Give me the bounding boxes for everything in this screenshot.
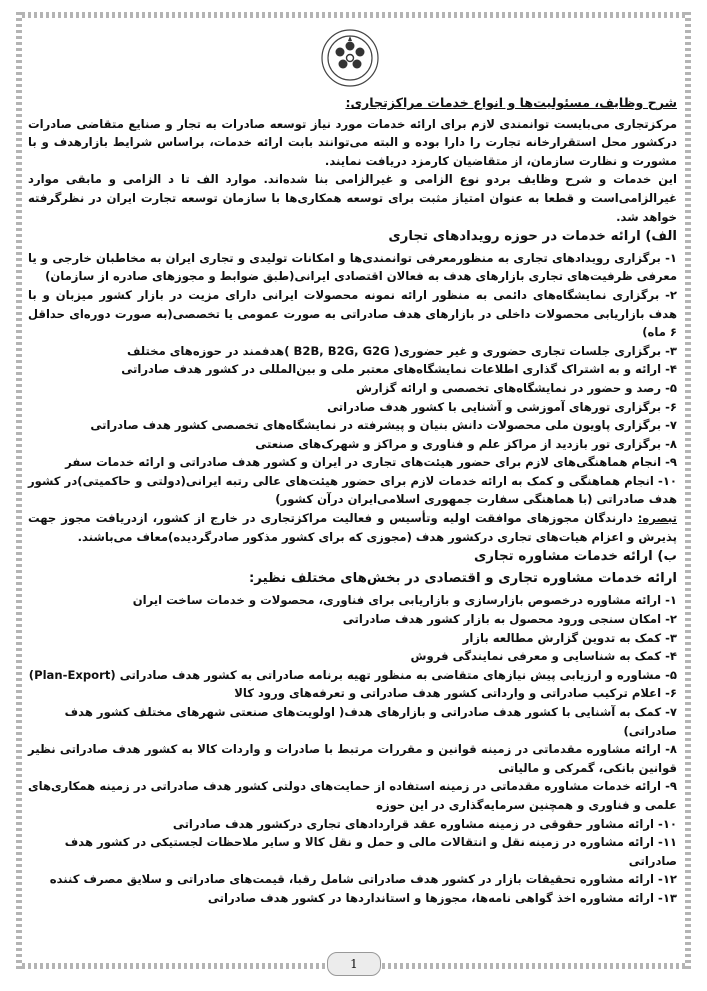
- list-item: ۱۰- انجام هماهنگی و کمک به ارائه خدمات لازم برای حضور هیئت‌های عالی رتبه ایرانی(دولتی و حاکمیتی)در کشور هدف صادراتی (با هماهنگی سفارت جمهوری اسلامی‌ایران درآن کشور): [28, 473, 677, 507]
- list-item: ۹- انجام هماهنگی‌های لازم برای حضور هیئت‌های تجاری در ایران و کشور هدف صادراتی و ارائه خدمات سفر: [65, 455, 677, 470]
- note-label: تبصره:: [637, 511, 677, 526]
- list-item: ۹- ارائه خدمات مشاوره مقدماتی در زمینه استفاده از حمایت‌های دولتی کشور هدف صادراتی در زمینه همکاری‌های علمی و فناوری و همچنین سرمایه‌گذاری در این حوزه: [28, 779, 677, 812]
- list-item: ۱۱- ارائه مشاوره در زمینه نقل و انتقالات مالی و حمل و نقل کالا و سایر ملاحظات لجستیکی در کشور هدف صادراتی: [64, 835, 677, 868]
- list-item: ۵- رصد و حضور در نمایشگاه‌های تخصصی و ارائه گزارش: [355, 380, 677, 395]
- list-item: ۳- برگزاری جلسات تجاری حضوری و غیر حضوری( B2B, B2G, G2G )هدفمند در حوزه‌های مختلف: [126, 343, 677, 358]
- main-title: شرح وظایف، مسئولیت‌ها و انواع خدمات مراکزتجاری:: [345, 95, 677, 110]
- page-border-left: [16, 12, 22, 969]
- page-border-top: [22, 12, 685, 18]
- list-item: ۱۲- ارائه مشاوره تحقیقات بازار در کشور هدف صادراتی شامل رقبا، قیمت‌های صادراتی و سلایق مصرف کننده: [49, 872, 677, 887]
- note: [28, 509, 677, 546]
- list-item: ۱- ارائه مشاوره درخصوص بازارسازی و بازاریابی برای فناوری، محصولات و خدمات ساخت ایران: [132, 593, 677, 608]
- list-item: ۴- کمک به شناسایی و معرفی نمایندگی فروش: [410, 649, 677, 664]
- list-item: ۳- کمک به تدوین گزارش مطالعه بازار: [462, 630, 677, 645]
- list-item: ۶- برگزاری تورهای آموزشی و آشنایی با کشور هدف صادراتی: [327, 399, 677, 414]
- section-b-subtitle: ارائه خدمات مشاوره تجاری و اقتصادی در بخش‌های مختلف نظیر:: [248, 570, 677, 586]
- list-item: ۴- ارائه و به اشتراک گذاری اطلاعات نمایشگاه‌های معتبر ملی و بین‌المللی در کشور هدف صادراتی: [121, 362, 677, 377]
- list-item: ۱۰- ارائه مشاور حقوقی در زمینه مشاوره عقد قراردادهای تجاری درکشور هدف صادراتی: [172, 816, 677, 831]
- list-item: ۲- برگزاری نمایشگاه‌های دائمی به منظور ارائه نمونه محصولات ایرانی دارای مزیت در بازار کشور میزبان و با هدف بازاریابی محصولات داخلی در بازارهای هدف صادراتی به صورت عمومی یا تخصصی(به صورت دوره‌ای حداقل ۶ ماه): [28, 287, 677, 340]
- list-item: ۸- برگزاری تور بازدید از مراکز علم و فناوری و مراکز و شهرک‌های صنعتی: [255, 436, 677, 451]
- list-item: ۱- برگزاری رویدادهای تجاری به منظورمعرفی توانمندی‌ها و امکانات تولیدی و تجاری ایران به مخاطبان خارجی و یا معرفی ظرفیت‌های تجاری بازارهای هدف به فعالان اقتصادی ایرانی(طبق ضوابط و مجوزهای صادره از سازمان): [28, 250, 677, 284]
- section-b-title: ب) ارائه خدمات مشاوره تجاری: [474, 549, 677, 565]
- page-number: 1: [327, 952, 381, 976]
- document-body: [28, 94, 677, 908]
- intro-paragraph: این خدمات و شرح وظایف بردو نوع الزامی و غیرالزامی بنا شده‌اند. موارد الف تا د الزامی و مابقی موارد غیرالزامی‌است و قطعا به عنوان امتیاز مثبت برای توسعه همکاری‌ها با سازمان توسعه تجارت ایران در نظرگرفته خواهد شد.: [28, 172, 677, 224]
- section-a-title: الف) ارائه خدمات در حوزه رویدادهای تجاری: [388, 229, 677, 245]
- list-item: ۷- برگزاری پاویون ملی محصولات دانش بنیان و پیشرفته در نمایشگاه‌های تخصصی کشور هدف صادراتی: [90, 418, 677, 433]
- list-item: ۸- ارائه مشاوره مقدماتی در زمینه قوانین و مقررات مرتبط با صادرات و واردات کالا به کشور هدف صادراتی نظیر قوانین بانکی، گمرکی و مالیاتی: [28, 742, 677, 775]
- organization-logo: [300, 22, 400, 102]
- list-item: ۷- کمک به آشنایی با کشور هدف صادراتی و بازارهای هدف( اولویت‌های صنعتی شهرهای مختلف کشور هدف صادراتی): [64, 705, 677, 738]
- list-item: ۲- امکان سنجی ورود محصول به بازار کشور هدف صادراتی: [342, 612, 677, 627]
- page-border-right: [685, 12, 691, 969]
- note-text: دارندگان مجوزهای موافقت اولیه وتأسیس و فعالیت مراکزتجاری در خارج از کشور، ازدریافت مجوز جهت پذیرش و اعزام هیات‌های تجاری درکشور هدف (مجوزی که برای کشور مذکور صادرگردیده)معاف می‌باشند.: [28, 511, 677, 544]
- list-item: ۶- اعلام ترکیب صادراتی و وارداتی کشور هدف صادراتی و تعرفه‌های ورود کالا: [234, 686, 677, 701]
- list-item: ۵- مشاوره و ارزیابی پیش نیازهای متقاضی به منظور تهیه برنامه صادراتی به کشور هدف صادراتی (Plan-Export): [28, 667, 677, 682]
- intro-paragraph: مرکزتجاری می‌بایست توانمندی لازم برای ارائه خدمات مورد نیاز توسعه صادرات به تجار و صنایع متقاضی صادرات درکشور محل استقرارخانه تجارت را دارا بوده و البته می‌توانند بابت ارائه خدمات، براساس شرایط بازارهدف و با مشورت و نظارت سازمان، از متقاضیان کارمزد دریافت نمایند.: [28, 116, 677, 168]
- list-item: ۱۳- ارائه مشاوره اخذ گواهی نامه‌ها، مجوزها و استانداردها در کشور هدف صادراتی: [207, 890, 677, 905]
